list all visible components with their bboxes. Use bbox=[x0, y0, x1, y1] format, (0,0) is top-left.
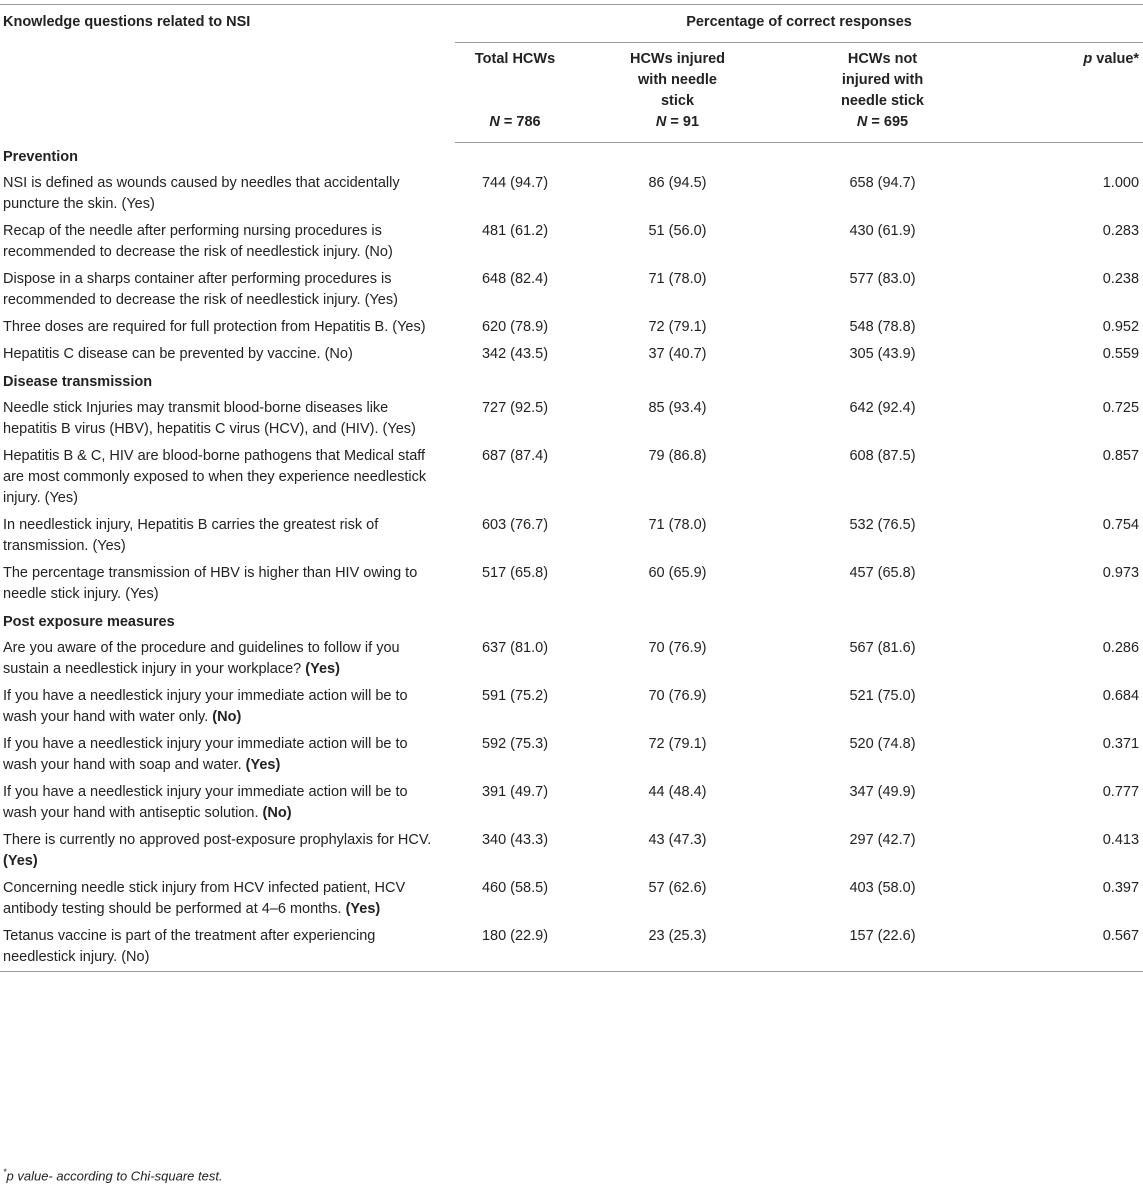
not-injured-cell: 548 (78.8) bbox=[849, 319, 916, 335]
total-cell: 481 (61.2) bbox=[481, 223, 549, 239]
footnote bbox=[3, 1164, 223, 1184]
percentage-group-header bbox=[455, 5, 1143, 44]
question-cell bbox=[0, 512, 455, 560]
injured-cell: 43 (47.3) bbox=[648, 832, 707, 848]
question-text: Hepatitis B & C, HIV are blood-borne pathogens that Medical staff are most commonly exposed to when they experience needlestick injury. bbox=[3, 448, 427, 506]
question-text: NSI is defined as wounds caused by needles that accidentally puncture the skin. bbox=[3, 175, 400, 212]
not-injured-cell: 567 (81.6) bbox=[849, 640, 916, 656]
not-injured-hcws-label: HCWs not injured with needle stick bbox=[840, 51, 924, 109]
p-value-cell: 0.952 bbox=[1102, 319, 1140, 335]
total-cell: 744 (94.7) bbox=[481, 175, 549, 191]
p-value-cell: 0.286 bbox=[1102, 640, 1140, 656]
section-row bbox=[0, 368, 1143, 395]
table-row bbox=[0, 218, 1143, 266]
total-cell: 637 (81.0) bbox=[481, 640, 549, 656]
correct-answer: (No) bbox=[320, 346, 353, 362]
not-injured-cell: 577 (83.0) bbox=[849, 271, 916, 287]
p-value-cell: 0.684 bbox=[1102, 688, 1140, 704]
not-injured-cell: 520 (74.8) bbox=[849, 736, 916, 752]
injured-cell: 79 (86.8) bbox=[648, 448, 707, 464]
total-cell: 460 (58.5) bbox=[481, 880, 549, 896]
question-text: If you have a needlestick injury your immediate action will be to wash your hand with antiseptic solution. bbox=[3, 784, 408, 821]
table-row bbox=[0, 341, 1143, 368]
correct-answer: (No) bbox=[208, 709, 242, 725]
table-row bbox=[0, 170, 1143, 218]
footnote-text: p value- according to Chi-square test. bbox=[6, 1168, 223, 1184]
not-injured-hcws-header bbox=[780, 43, 985, 112]
table-row bbox=[0, 683, 1143, 731]
correct-answer: (No) bbox=[360, 244, 393, 260]
table-row bbox=[0, 512, 1143, 560]
injured-cell: 72 (79.1) bbox=[648, 736, 707, 752]
p-value-cell: 1.000 bbox=[1102, 175, 1140, 191]
question-cell bbox=[0, 923, 455, 972]
p-value-cell: 0.857 bbox=[1102, 448, 1140, 464]
total-cell: 603 (76.7) bbox=[481, 517, 549, 533]
not-injured-cell: 403 (58.0) bbox=[849, 880, 916, 896]
table-row bbox=[0, 266, 1143, 314]
question-cell bbox=[0, 266, 455, 314]
correct-answer: (Yes) bbox=[388, 319, 426, 335]
not-injured-cell: 305 (43.9) bbox=[849, 346, 916, 362]
injured-cell: 70 (76.9) bbox=[648, 640, 707, 656]
n-label: N bbox=[856, 114, 868, 130]
question-cell bbox=[0, 314, 455, 341]
injured-cell: 72 (79.1) bbox=[648, 319, 707, 335]
injured-hcws-header bbox=[575, 43, 780, 112]
question-cell bbox=[0, 635, 455, 683]
n-not-injured bbox=[780, 112, 985, 143]
question-cell bbox=[0, 443, 455, 512]
injured-hcws-label: HCWs injured with needle stick bbox=[629, 51, 726, 109]
total-cell: 342 (43.5) bbox=[481, 346, 549, 362]
total-cell: 648 (82.4) bbox=[481, 271, 549, 287]
correct-answer: (Yes) bbox=[88, 538, 126, 554]
correct-answer: (Yes) bbox=[40, 490, 78, 506]
question-cell bbox=[0, 731, 455, 779]
section-row bbox=[0, 143, 1143, 171]
question-text: In needlestick injury, Hepatitis B carries the greatest risk of transmission. bbox=[3, 517, 379, 554]
injured-cell: 60 (65.9) bbox=[648, 565, 707, 581]
question-text: Needle stick Injuries may transmit blood-borne diseases like hepatitis B virus (HBV), hepatitis C virus (HCV), and (HIV). bbox=[3, 400, 389, 437]
total-cell: 391 (49.7) bbox=[481, 784, 549, 800]
question-text: Concerning needle stick injury from HCV infected patient, HCV antibody testing should be performed at 4–6 months. bbox=[3, 880, 406, 917]
n-injured bbox=[575, 112, 780, 143]
p-value-cell: 0.371 bbox=[1102, 736, 1140, 752]
total-cell: 687 (87.4) bbox=[481, 448, 549, 464]
question-cell bbox=[0, 875, 455, 923]
table-row bbox=[0, 827, 1143, 875]
table-row bbox=[0, 443, 1143, 512]
p-value-cell: 0.973 bbox=[1102, 565, 1140, 581]
section-title: Post exposure measures bbox=[3, 614, 175, 630]
question-cell bbox=[0, 683, 455, 731]
table-row bbox=[0, 875, 1143, 923]
n-total bbox=[455, 112, 575, 143]
injured-cell: 51 (56.0) bbox=[648, 223, 707, 239]
question-text: Dispose in a sharps container after performing procedures is recommended to decrease the risk of needlestick injury. bbox=[3, 271, 392, 308]
p-value-cell: 0.238 bbox=[1102, 271, 1140, 287]
question-text: Are you aware of the procedure and guidelines to follow if you sustain a needlestick injury in your workplace? bbox=[3, 640, 400, 677]
question-cell bbox=[0, 170, 455, 218]
question-text: Tetanus vaccine is part of the treatment after experiencing needlestick injury. bbox=[3, 928, 376, 965]
correct-answer: (Yes) bbox=[117, 196, 155, 212]
injured-cell: 86 (94.5) bbox=[648, 175, 707, 191]
injured-cell: 70 (76.9) bbox=[648, 688, 707, 704]
knowledge-table bbox=[0, 4, 1143, 972]
not-injured-cell: 430 (61.9) bbox=[849, 223, 916, 239]
table-row bbox=[0, 395, 1143, 443]
injured-cell: 71 (78.0) bbox=[648, 517, 707, 533]
p-value-cell: 0.754 bbox=[1102, 517, 1140, 533]
correct-answer: (Yes) bbox=[378, 421, 416, 437]
correct-answer: (No) bbox=[117, 949, 150, 965]
table-body bbox=[0, 143, 1143, 972]
n-p-empty bbox=[985, 112, 1143, 143]
n-not-injured-value: = 695 bbox=[867, 114, 909, 130]
p-value-cell: 0.397 bbox=[1102, 880, 1140, 896]
table-header bbox=[0, 5, 1143, 143]
correct-answer: (Yes) bbox=[3, 853, 38, 869]
question-cell bbox=[0, 560, 455, 608]
question-text: The percentage transmission of HBV is higher than HIV owing to needle stick injury. bbox=[3, 565, 418, 602]
total-cell: 340 (43.3) bbox=[481, 832, 549, 848]
not-injured-cell: 658 (94.7) bbox=[849, 175, 916, 191]
not-injured-cell: 347 (49.9) bbox=[849, 784, 916, 800]
correct-answer: (Yes) bbox=[301, 661, 340, 677]
question-cell bbox=[0, 827, 455, 875]
p-value-cell: 0.567 bbox=[985, 923, 1143, 972]
total-cell: 591 (75.2) bbox=[481, 688, 549, 704]
correct-answer: (Yes) bbox=[360, 292, 398, 308]
not-injured-cell: 521 (75.0) bbox=[849, 688, 916, 704]
injured-cell: 57 (62.6) bbox=[648, 880, 707, 896]
section-title: Disease transmission bbox=[3, 374, 153, 390]
not-injured-cell: 532 (76.5) bbox=[849, 517, 916, 533]
n-label: N bbox=[655, 114, 667, 130]
table-row bbox=[0, 635, 1143, 683]
n-injured-value: = 91 bbox=[666, 114, 700, 130]
question-cell bbox=[0, 218, 455, 266]
question-cell bbox=[0, 779, 455, 827]
section-title: Prevention bbox=[3, 149, 78, 165]
correct-answer: (Yes) bbox=[121, 586, 159, 602]
injured-cell: 37 (40.7) bbox=[648, 346, 707, 362]
not-injured-cell: 297 (42.7) bbox=[849, 832, 916, 848]
injured-cell: 44 (48.4) bbox=[648, 784, 707, 800]
question-text: Recap of the needle after performing nursing procedures is recommended to decrease the risk of needlestick injury. bbox=[3, 223, 382, 260]
p-value-cell: 0.777 bbox=[1102, 784, 1140, 800]
question-text: If you have a needlestick injury your immediate action will be to wash your hand with water only. bbox=[3, 688, 408, 725]
p-value-header bbox=[985, 43, 1143, 112]
question-text: Hepatitis C disease can be prevented by vaccine. bbox=[3, 346, 321, 362]
total-cell: 727 (92.5) bbox=[481, 400, 549, 416]
not-injured-cell: 457 (65.8) bbox=[849, 565, 916, 581]
total-cell: 592 (75.3) bbox=[481, 736, 549, 752]
p-value-cell: 0.559 bbox=[1102, 346, 1140, 362]
table-row bbox=[0, 314, 1143, 341]
footnote-mark: * bbox=[3, 1167, 7, 1177]
p-value-cell: 0.283 bbox=[1102, 223, 1140, 239]
table-row bbox=[0, 560, 1143, 608]
question-text: There is currently no approved post-exposure prophylaxis for HCV. bbox=[3, 832, 432, 848]
n-total-value: = 786 bbox=[499, 114, 541, 130]
total-cell: 180 (22.9) bbox=[455, 923, 575, 972]
injured-cell: 23 (25.3) bbox=[575, 923, 780, 972]
total-cell: 620 (78.9) bbox=[481, 319, 549, 335]
percentage-group-label: Percentage of correct responses bbox=[455, 12, 1143, 43]
p-value-cell: 0.725 bbox=[1102, 400, 1140, 416]
not-injured-cell: 608 (87.5) bbox=[849, 448, 916, 464]
injured-cell: 71 (78.0) bbox=[648, 271, 707, 287]
section-row bbox=[0, 608, 1143, 635]
not-injured-cell: 157 (22.6) bbox=[780, 923, 985, 972]
table-row bbox=[0, 779, 1143, 827]
correct-answer: (No) bbox=[258, 805, 292, 821]
question-text: Three doses are required for full protection from Hepatitis B. bbox=[3, 319, 389, 335]
n-label: N bbox=[489, 114, 500, 130]
correct-answer: (Yes) bbox=[341, 901, 381, 917]
total-cell: 517 (65.8) bbox=[481, 565, 549, 581]
total-hcws-header: Total HCWs bbox=[474, 51, 556, 67]
p-value-italic: p bbox=[1083, 51, 1093, 67]
table-row bbox=[0, 923, 1143, 972]
p-value-cell: 0.413 bbox=[1102, 832, 1140, 848]
question-cell bbox=[0, 395, 455, 443]
correct-answer: (Yes) bbox=[241, 757, 281, 773]
not-injured-cell: 642 (92.4) bbox=[849, 400, 916, 416]
table-row bbox=[0, 731, 1143, 779]
injured-cell: 85 (93.4) bbox=[648, 400, 707, 416]
question-cell bbox=[0, 341, 455, 368]
p-value-rest: value* bbox=[1092, 51, 1140, 67]
question-column-header: Knowledge questions related to NSI bbox=[0, 5, 455, 143]
question-text: If you have a needlestick injury your immediate action will be to wash your hand with soap and water. bbox=[3, 736, 408, 773]
